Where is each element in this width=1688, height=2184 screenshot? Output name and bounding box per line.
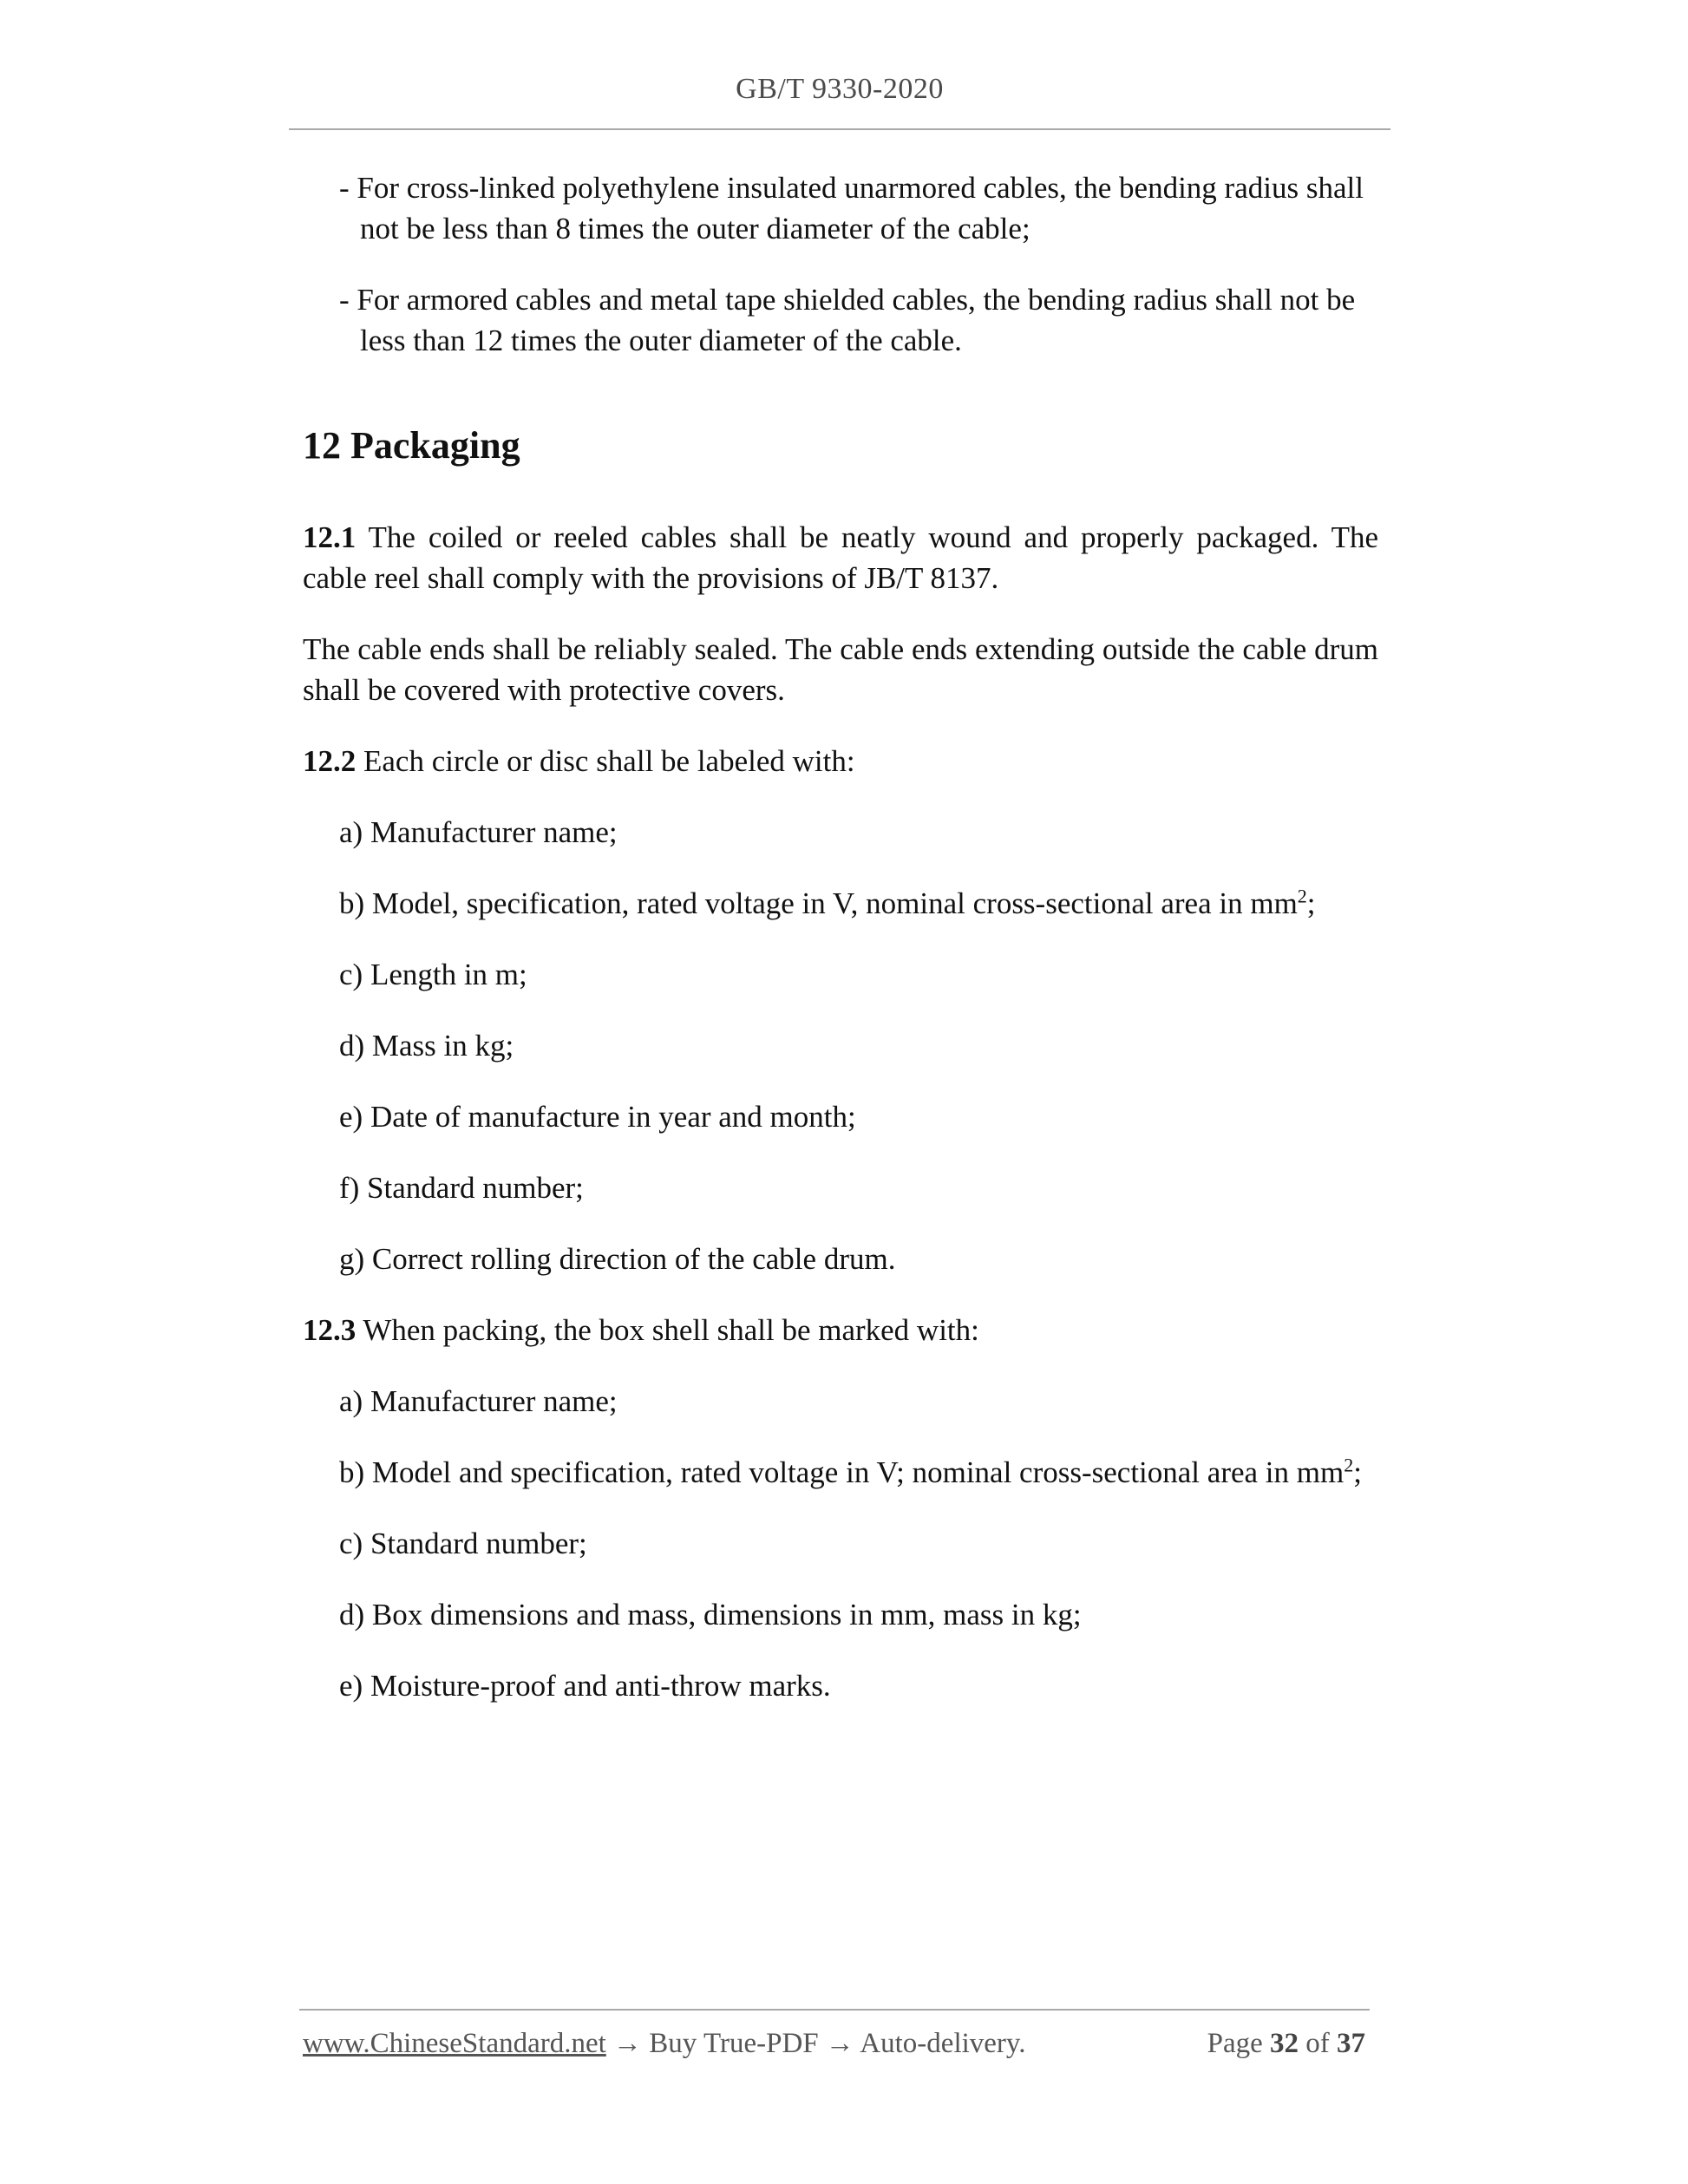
of-label: of (1299, 2028, 1337, 2059)
list-item-text: b) Model and specification, rated voltage in V; nominal cross-sectional area in mm (339, 1455, 1345, 1489)
clause-12-3 (303, 1310, 1378, 1350)
superscript: 2 (1297, 885, 1307, 907)
paragraph-cable-ends: The cable ends shall be reliably sealed. The cable ends extending outside the cable drum shall be covered with protective covers. (303, 632, 1378, 707)
page-total: 37 (1337, 2028, 1365, 2059)
page-number: 32 (1270, 2028, 1299, 2059)
header-divider (289, 128, 1390, 130)
bullet-line: - For cross-linked polyethylene insulated unarmored cables, the bending radius shall (339, 171, 1364, 205)
header-title: GB/T 9330-2020 (736, 73, 944, 105)
footer-buy-text: Buy True-PDF (642, 2028, 826, 2059)
bullet-unarmored (339, 167, 1378, 249)
list-item: f) Standard number; (339, 1171, 584, 1205)
page-label: Page (1207, 2028, 1270, 2059)
section-heading: 12 Packaging (303, 424, 520, 467)
superscript: 2 (1344, 1454, 1354, 1476)
list-item: d) Mass in kg; (339, 1029, 514, 1063)
list-item-punct: ; (1353, 1455, 1362, 1489)
list-item: c) Standard number; (339, 1527, 587, 1560)
footer-promo (303, 2028, 1026, 2060)
list-item: e) Date of manufacture in year and month; (339, 1100, 856, 1134)
list-item (339, 1452, 1378, 1493)
arrow-right-icon: → (825, 2028, 854, 2059)
clause-text: When packing, the box shell shall be marked with: (356, 1313, 979, 1347)
footer-delivery-text: Auto-delivery. (854, 2028, 1026, 2059)
clause-12-1 (303, 517, 1378, 598)
list-item-punct: ; (1306, 886, 1316, 920)
list-item: g) Correct rolling direction of the cable drum. (339, 1242, 896, 1276)
clause-number: 12.1 (303, 520, 357, 554)
bullet-line: - For armored cables and metal tape shielded cables, the bending radius shall not be (339, 283, 1356, 317)
list-item-text: b) Model, specification, rated voltage in V, nominal cross-sectional area in mm (339, 886, 1298, 920)
clause-text: Each circle or disc shall be labeled with: (356, 744, 855, 778)
clause-text: The coiled or reeled cables shall be neatly wound and properly packaged. The cable reel shall comply with the provisions of JB/T 8137. (303, 520, 1378, 595)
arrow-right-icon: → (613, 2028, 643, 2059)
list-item: a) Manufacturer name; (339, 815, 618, 849)
clause-12-2 (303, 741, 1378, 781)
list-item: a) Manufacturer name; (339, 1384, 618, 1418)
bullet-line: less than 12 times the outer diameter of the cable. (360, 324, 962, 357)
footer-divider (299, 2009, 1370, 2011)
page-indicator (1207, 2028, 1365, 2060)
bullet-line: not be less than 8 times the outer diameter of the cable; (360, 212, 1030, 245)
clause-number: 12.2 (303, 744, 357, 778)
clause-number: 12.3 (303, 1313, 357, 1347)
list-item: e) Moisture-proof and anti-throw marks. (339, 1669, 831, 1703)
list-item: c) Length in m; (339, 958, 527, 991)
bullet-armored (339, 279, 1378, 361)
list-item (339, 883, 1378, 924)
list-item: d) Box dimensions and mass, dimensions in mm, mass in kg; (339, 1598, 1082, 1631)
website-link[interactable]: www.ChineseStandard.net (303, 2028, 606, 2059)
